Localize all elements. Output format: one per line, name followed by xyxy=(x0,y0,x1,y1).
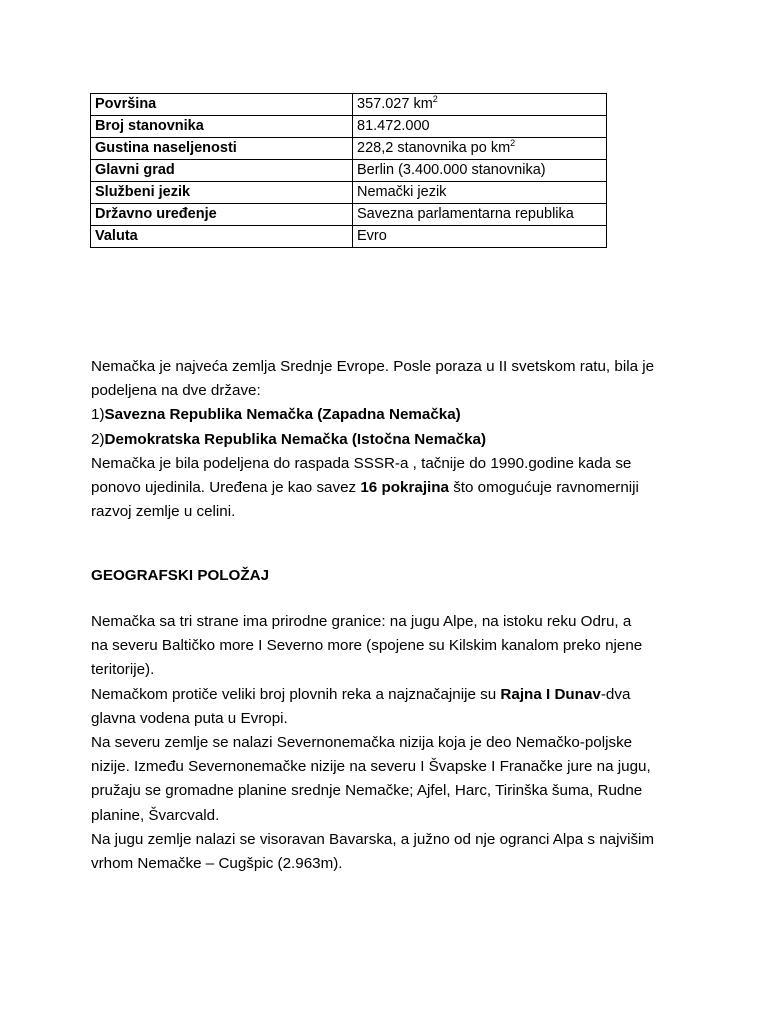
list-item: 1)Savezna Republika Nemačka (Zapadna Nemačka) xyxy=(91,406,461,424)
text-line: Nemačka je najveća zemlja Srednje Evrope. Posle poraza u II svetskom ratu, bila je xyxy=(91,358,655,375)
table-key: Valuta xyxy=(91,226,353,248)
table-key: Glavni grad xyxy=(91,160,353,182)
table-key: Površina xyxy=(91,94,353,116)
list-item: 2)Demokratska Republika Nemačka (Istočna Nemačka) xyxy=(91,430,487,448)
facts-table xyxy=(90,93,607,248)
text-line: podeljena na dve države: xyxy=(91,382,261,400)
text-line: Nemačka sa tri strane ima prirodne granice: na jugu Alpe, na istoku reku Odru, a xyxy=(91,613,632,630)
table-key: Državno uređenje xyxy=(91,204,353,226)
text-line: ponovo ujedinila. Uređena je kao savez 16 pokrajina što omogućuje ravnomerniji xyxy=(91,479,639,497)
table-row xyxy=(91,138,607,160)
text-line: Na severu zemlje se nalazi Severnonemačka nizija koja je deo Nemačko-poljske xyxy=(91,734,633,752)
table-row xyxy=(91,226,607,248)
text-line: pružaju se gromadne planine srednje Nemačke; Ajfel, Harc, Tirinška šuma, Rudne xyxy=(91,782,643,800)
table-value: Berlin (3.400.000 stanovnika) xyxy=(353,160,607,182)
text-line: Nemačka je bila podeljena do raspada SSSR-a , tačnije do 1990.godine kada se xyxy=(91,454,632,472)
superscript: 2 xyxy=(432,94,438,105)
table-value: 81.472.000 xyxy=(353,116,607,138)
text-line: planine, Švarcvald. xyxy=(91,806,220,824)
text-line: glavna vodena puta u Evropi. xyxy=(91,709,288,727)
table-value: 357.027 $km^2$ xyxy=(353,94,607,116)
table-value: 228,2 stanovnika po $km^2$ xyxy=(353,138,607,160)
text-line: Nemačkom protiče veliki broj plovnih reka a najznačajnije su Rajna I Dunav-dva xyxy=(91,685,631,703)
table-key: Službeni jezik xyxy=(91,182,353,204)
table-value: Nemački jezik xyxy=(353,182,607,204)
table-row xyxy=(91,204,607,226)
table-value: Savezna parlamentarna republika xyxy=(353,204,607,226)
text-line: Na jugu zemlje nalazi se visoravan Bavarska, a južno od nje ogranci Alpa s najvišim xyxy=(91,830,655,848)
table-row xyxy=(91,116,607,138)
section-heading: GEOGRAFSKI POLOŽAJ xyxy=(91,567,270,584)
geo-paragraph xyxy=(91,610,691,876)
text-line: razvoj zemlje u celini. xyxy=(91,503,236,521)
table-key: Broj stanovnika xyxy=(91,116,353,138)
text-line: nizije. Između Severnonemačke nizije na severu I Švapske I Franačke jure na jugu, xyxy=(91,758,651,776)
text-line: na severu Baltičko more I Severno more (spojene su Kilskim kanalom preko njene xyxy=(91,637,643,655)
superscript: 2 xyxy=(510,138,516,149)
intro-paragraph xyxy=(91,355,691,524)
table-row xyxy=(91,94,607,116)
text-line: vrhom Nemačke – Cugšpic (2.963m). xyxy=(91,855,343,873)
table-value: Evro xyxy=(353,226,607,248)
table-row xyxy=(91,182,607,204)
text-line: teritorije). xyxy=(91,661,155,679)
table-key: Gustina naseljenosti xyxy=(91,138,353,160)
table-row xyxy=(91,160,607,182)
